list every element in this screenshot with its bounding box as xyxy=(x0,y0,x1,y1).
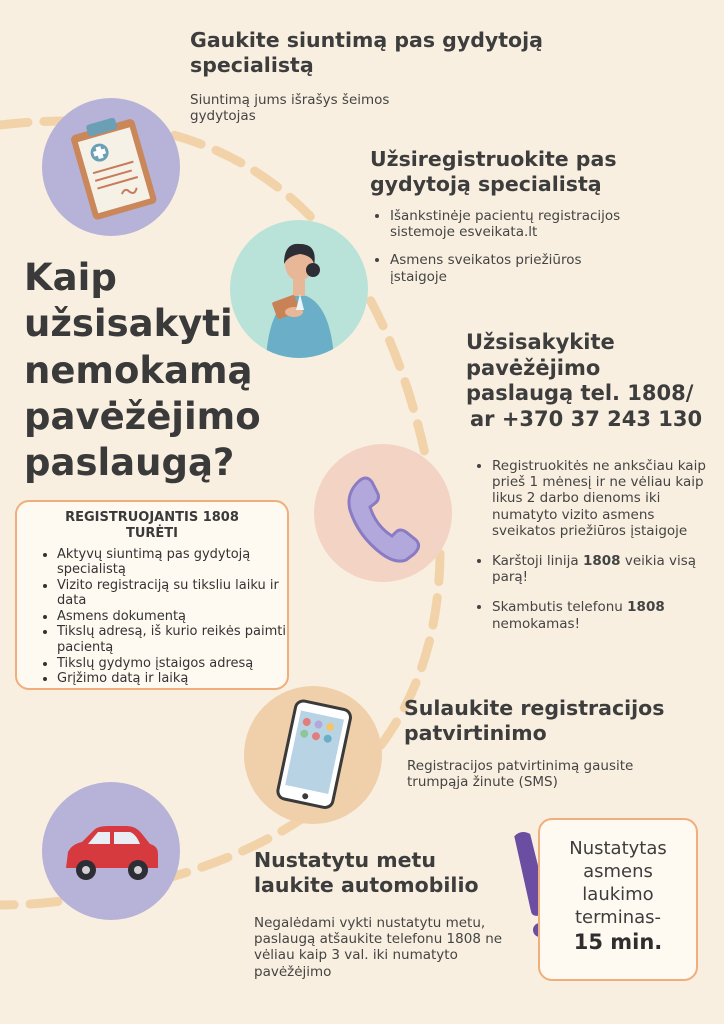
step5-title: Nustatytu metu laukite automobilio xyxy=(254,848,479,897)
step3-title-line: Užsisakykite xyxy=(466,330,615,354)
clipboard-circle xyxy=(42,98,180,236)
list-item: • Grįžimo datą ir laiką xyxy=(57,671,287,687)
smartphone-circle xyxy=(244,686,382,824)
registration-box-list xyxy=(17,547,287,687)
step4-title: Sulaukite registracijos patvirtinimo xyxy=(404,696,665,745)
step2-bullet: • Išankstinėje pacientų registracijos sistemoje esveikata.lt xyxy=(390,208,640,240)
step2-title: Užsiregistruokite pas gydytoją specialistą xyxy=(370,147,617,196)
step3-bullet: • Karštoji linija 1808 veikia visą parą! xyxy=(492,553,712,585)
waiting-time-box xyxy=(538,818,698,981)
step2-bullet: • Asmens sveikatos priežiūros įstaigoje xyxy=(390,252,640,284)
step3-title-line: ar +370 37 243 130 xyxy=(470,406,703,431)
car-circle xyxy=(42,782,180,920)
registration-box-title: REGISTRUOJANTIS 1808 TURĖTI xyxy=(65,510,239,542)
step1-text: Siuntimą jums išrašys šeimos gydytojas xyxy=(190,92,390,125)
waiting-time-line: laukimo xyxy=(582,884,654,906)
phone-circle xyxy=(314,444,452,582)
clipboard-icon xyxy=(42,98,180,236)
waiting-time-value: 15 min. xyxy=(573,930,663,955)
step3-title-line: paslaugą tel. 1808/ xyxy=(466,381,694,406)
phone-handset-icon xyxy=(314,444,452,582)
page-title: Kaip užsisakyti nemokamą pavėžėjimo paslaugą? xyxy=(24,256,261,484)
list-item: • Tikslų gydymo įstaigos adresą xyxy=(57,656,287,672)
list-item: • Tikslų adresą, iš kurio reikės paimti pacientą xyxy=(57,624,287,655)
waiting-time-line: terminas- xyxy=(574,907,662,929)
smartphone-icon xyxy=(244,686,382,824)
step5-text: Negalėdami vykti nustatytu metu, paslaugą atšaukite telefonu 1808 ne vėliau kaip 3 val. iki numatyto pavėžėjimo xyxy=(254,915,503,980)
step3-bullet: • Registruokitės ne anksčiau kaip prieš 1 mėnesį ir ne vėliau kaip likus 2 darbo dienoms iki numatyto vizito asmens sveikatos priežiūros įstaigoje xyxy=(492,458,712,539)
list-item: • Vizito registraciją su tiksliu laiku ir data xyxy=(57,578,287,609)
step3-bullet: • Skambutis telefonu 1808 nemokamas! xyxy=(492,599,712,631)
step3-title xyxy=(466,330,716,432)
step2-bullets xyxy=(372,208,640,285)
list-item: • Asmens dokumentą xyxy=(57,609,287,625)
registration-box xyxy=(15,500,289,690)
step1-title: Gaukite siuntimą pas gydytoją specialistą xyxy=(190,28,543,77)
step4-text: Registracijos patvirtinimą gausite trumpąja žinute (SMS) xyxy=(407,758,634,791)
step3-bullets xyxy=(474,458,712,632)
step3-title-line: pavėžėjimo xyxy=(466,355,601,380)
car-icon xyxy=(42,782,180,920)
waiting-time-line: Nustatytas xyxy=(569,838,667,859)
waiting-time-line: asmens xyxy=(583,861,653,883)
list-item: • Aktyvų siuntimą pas gydytoją specialistą xyxy=(57,547,287,578)
